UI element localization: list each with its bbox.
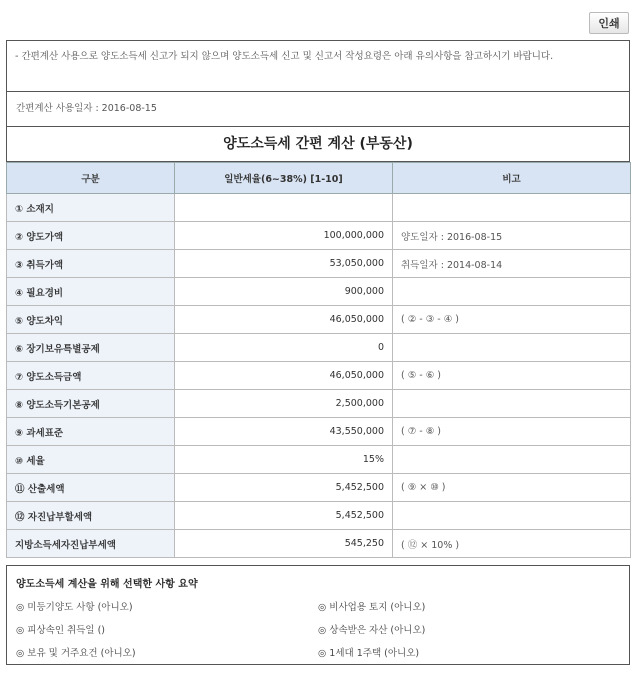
summary-item-unregistered-transfer: ◎ 미등기양도 사항 (아니오): [16, 602, 133, 613]
row-value: 53,050,000: [175, 250, 393, 278]
row-value: 43,550,000: [175, 418, 393, 446]
table-row: [7, 418, 631, 446]
row-label: ⑫ 자진납부할세액: [7, 502, 175, 530]
table-row: [7, 530, 631, 558]
header-category: 구분: [7, 163, 175, 194]
row-value: 900,000: [175, 278, 393, 306]
row-value: 2,500,000: [175, 390, 393, 418]
row-note: ( ② - ③ - ④ ): [393, 306, 631, 334]
print-button[interactable]: 인쇄: [589, 12, 629, 34]
row-note: 취득일자 : 2014-08-14: [393, 250, 631, 278]
summary-item-non-business-land: ◎ 비사업용 토지 (아니오): [318, 602, 426, 613]
row-label: ⑧ 양도소득기본공제: [7, 390, 175, 418]
row-value: 100,000,000: [175, 222, 393, 250]
row-value: 545,250: [175, 530, 393, 558]
table-row: [7, 306, 631, 334]
table-row: [7, 334, 631, 362]
summary-item-one-house: ◎ 1세대 1주택 (아니오): [318, 648, 420, 659]
row-value: [175, 194, 393, 222]
table-row: [7, 390, 631, 418]
row-label: ① 소재지: [7, 194, 175, 222]
calculation-table: [6, 162, 631, 558]
notice-text: - 간편계산 사용으로 양도소득세 신고가 되지 않으며 양도소득세 신고 및 신고서 작성요령은 아래 유의사항을 참고하시기 바랍니다.: [6, 40, 630, 92]
table-row: [7, 474, 631, 502]
row-note: [393, 278, 631, 306]
table-row: [7, 222, 631, 250]
table-row: [7, 194, 631, 222]
row-note: ( ⑨ × ⑩ ): [393, 474, 631, 502]
summary-item-inherited-asset: ◎ 상속받은 자산 (아니오): [318, 625, 426, 636]
row-label: ⑪ 산출세액: [7, 474, 175, 502]
row-note: [393, 446, 631, 474]
table-row: [7, 250, 631, 278]
row-value: 46,050,000: [175, 306, 393, 334]
table-row: [7, 362, 631, 390]
table-row: [7, 278, 631, 306]
row-label: ⑨ 과세표준: [7, 418, 175, 446]
calculation-date: 간편계산 사용일자 : 2016-08-15: [6, 92, 630, 127]
row-note: [393, 194, 631, 222]
table-header-row: [7, 163, 631, 194]
row-label: ⑩ 세율: [7, 446, 175, 474]
row-note: [393, 502, 631, 530]
selection-summary: [6, 565, 630, 665]
summary-item-residence-requirement: ◎ 보유 및 거주요건 (아니오): [16, 648, 136, 659]
table-row: [7, 446, 631, 474]
header-remarks: 비고: [393, 163, 631, 194]
row-value: 15%: [175, 446, 393, 474]
row-label: ⑦ 양도소득금액: [7, 362, 175, 390]
header-general-rate: 일반세율(6~38%) [1-10]: [175, 163, 393, 194]
row-label: ⑤ 양도차익: [7, 306, 175, 334]
row-note: [393, 334, 631, 362]
row-label: ④ 필요경비: [7, 278, 175, 306]
row-note: ( ⑤ - ⑥ ): [393, 362, 631, 390]
row-note: 양도일자 : 2016-08-15: [393, 222, 631, 250]
summary-item-decedent-acquisition-date: ◎ 피상속인 취득일 (): [16, 625, 106, 636]
row-value: 5,452,500: [175, 502, 393, 530]
summary-title: 양도소득세 계산을 위해 선택한 사항 요약: [16, 579, 198, 590]
table-row: [7, 502, 631, 530]
row-value: 5,452,500: [175, 474, 393, 502]
page-title: 양도소득세 간편 계산 (부동산): [6, 127, 630, 162]
row-value: 46,050,000: [175, 362, 393, 390]
row-label: ③ 취득가액: [7, 250, 175, 278]
row-label: ⑥ 장기보유특별공제: [7, 334, 175, 362]
row-value: 0: [175, 334, 393, 362]
row-label: ② 양도가액: [7, 222, 175, 250]
row-note: [393, 390, 631, 418]
row-note: ( ⑦ - ⑧ ): [393, 418, 631, 446]
row-note: ( ⑫ × 10% ): [393, 530, 631, 558]
row-label: 지방소득세자진납부세액: [7, 530, 175, 558]
